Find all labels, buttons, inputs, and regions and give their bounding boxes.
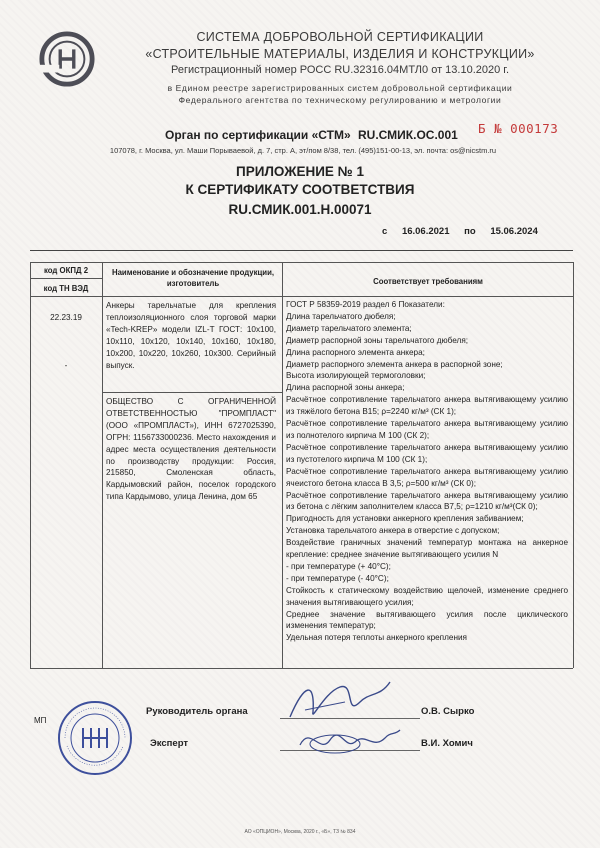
product-split-line (102, 392, 282, 393)
requirement-item: Диаметр тарельчатого элемента; (286, 323, 412, 333)
body-address: 107078, г. Москва, ул. Маши Порываевой, д. 7, стр. А, эт/пом 8/38, тел. (495)151-00-13, эл. почта: os@nicstm.ru (109, 146, 497, 155)
requirement-item: Длина распорного элемента анкера; (286, 347, 425, 357)
product-description: Анкеры тарельчатые для крепления теплоизоляционного слоя торговой марки «Tech-KREP» модели IZL-T ГОСТ: 10x100, 10x110, 10x120, 10x140, 10x160, 10x180, 10x200, 10x220, 10x260, 10x300. Серийный выпуск. (106, 301, 276, 370)
table-top-line (30, 262, 573, 263)
requirement-item: Диаметр распорного элемента анкера в распорной зоне; (286, 359, 503, 369)
requirement-item: - при температуре (- 40°С); (286, 573, 389, 583)
requirements-list (286, 299, 568, 644)
system-subtitle: «СТРОИТЕЛЬНЫЕ МАТЕРИАЛЫ, ИЗДЕЛИЯ И КОНСТРУКЦИИ» (145, 47, 535, 61)
table-right-border (573, 262, 574, 668)
serial-number: Б № 000173 (478, 121, 559, 136)
expert-label: Эксперт (150, 738, 189, 749)
head-name: О.В. Сырко (421, 706, 475, 717)
certification-logo-icon (38, 30, 96, 88)
requirement-item: Воздействие граничных значений температур монтажа на анкерное крепление: среднее значение вытягивающего усилия N (286, 538, 568, 560)
certificate-number: RU.СМИК.001.Н.00071 (228, 202, 372, 217)
agency-note: Федерального агентства по техническому регулированию и метрологии (178, 95, 502, 105)
system-title: СИСТЕМА ДОБРОВОЛЬНОЙ СЕРТИФИКАЦИИ (196, 30, 484, 44)
head-label: Руководитель органа (146, 706, 248, 717)
validity-to-label: по (464, 226, 476, 237)
header-okpd: код ОКПД 2 (43, 266, 89, 275)
table-col-divider-2 (282, 262, 283, 668)
appendix-subtitle: К СЕРТИФИКАТУ СООТВЕТСТВИЯ (185, 182, 415, 197)
table-bottom-line (30, 668, 573, 669)
requirement-item: Расчётное сопротивление тарельчатого анкера вытягивающему усилию из тяжёлого бетона В15; ρ=2240 кг/м³ (СК 1); (286, 395, 568, 417)
code-split-line (30, 278, 102, 279)
validity-to: 15.06.2024 (490, 226, 538, 237)
registry-note: в Едином реестре зарегистрированных систем добровольной сертификации (167, 83, 513, 93)
certification-body-label: Орган по сертификации «СТМ» (165, 128, 351, 142)
okpd-value: 22.23.19 (50, 313, 82, 322)
requirement-item: Диаметр распорной зоны тарельчатого дюбеля; (286, 335, 469, 345)
table-header-line (30, 296, 573, 297)
requirement-item: Среднее значение вытягивающего усилия после циклического изменения температур; (286, 609, 568, 631)
head-signature (285, 672, 395, 727)
expert-name: В.И. Хомич (421, 738, 473, 749)
requirement-item: ГОСТ Р 58359-2019 раздел 6 Показатели: (286, 300, 445, 309)
requirement-item: - при температуре (+ 40°С); (286, 561, 391, 571)
header-product: Наименование и обозначение продукции, изготовитель (111, 268, 275, 288)
requirement-item: Расчётное сопротивление тарельчатого анкера вытягивающему усилию из бетона с лёгким заполнителем класса В7,5; ρ=1210 кг/м³(СК 0); (286, 490, 568, 512)
requirement-item: Расчётное сопротивление тарельчатого анкера вытягивающему усилию из полнотелого кирпича М 100 (СК 2); (286, 419, 568, 440)
requirement-item: Высота изолирующей термоголовки; (286, 371, 426, 381)
requirement-item: Пригодность для установки анкерного крепления забиванием; (286, 514, 524, 524)
manufacturer-info: ОБЩЕСТВО С ОГРАНИЧЕННОЙ ОТВЕТСТВЕННОСТЬЮ "ПРОМПЛАСТ" (ООО «ПРОМПЛАСТ»), ИНН 6727025390, ОГРН: 1156733000236. Место нахождения и адрес места осуществления деятельности по производству продукции: Россия, 215850, Смоленская область, Кардымовский район, поселок городского типа Кардымово, улица Ленина, дом 65 (106, 397, 276, 502)
validity-from: 16.06.2021 (401, 226, 450, 237)
requirement-item: Длина тарельчатого дюбеля; (286, 311, 396, 321)
requirement-item: Длина распорной зоны анкера; (286, 383, 405, 393)
printer-footer: АО «ОПЦИОН», Москва, 2020 г., «Б», ТЗ № 834 (244, 829, 356, 835)
validity-dates (382, 226, 550, 237)
appendix-title: ПРИЛОЖЕНИЕ № 1 (236, 164, 364, 179)
requirement-item: Стойкость к статическому воздействию щелочей, изменение среднего значения вытягивающего усилия; (286, 585, 568, 607)
expert-signature (295, 720, 405, 760)
requirement-item: Расчётное сопротивление тарельчатого анкера вытягивающему усилию из пустотелого кирпича М 100 (СК 1); (286, 442, 568, 464)
requirement-item: Расчётное сопротивление тарельчатого анкера вытягивающему усилию ячеистого бетона класса В 3,5; ρ=500 кг/м³ (СК 0); (286, 466, 568, 488)
validity-from-label: с (382, 226, 388, 237)
stamp-mark: МП (34, 716, 47, 725)
header-requirements: Соответствует требованиям (373, 277, 483, 286)
divider (30, 250, 573, 251)
tnved-value: - (64, 361, 68, 370)
requirement-item: Установка тарельчатого анкера в отверстие с допуском; (286, 526, 500, 536)
header-tnved: код ТН ВЭД (43, 284, 89, 293)
registration-number: Регистрационный номер РОСС RU.32316.04МТЛ0 от 13.10.2020 г. (170, 64, 510, 76)
requirement-item: Удельная потеря теплоты анкерного крепления (286, 633, 467, 643)
table-col-divider-1 (102, 262, 103, 668)
seal-stamp-icon (55, 698, 135, 778)
certification-body-code: RU.СМИК.ОС.001 (358, 128, 458, 142)
